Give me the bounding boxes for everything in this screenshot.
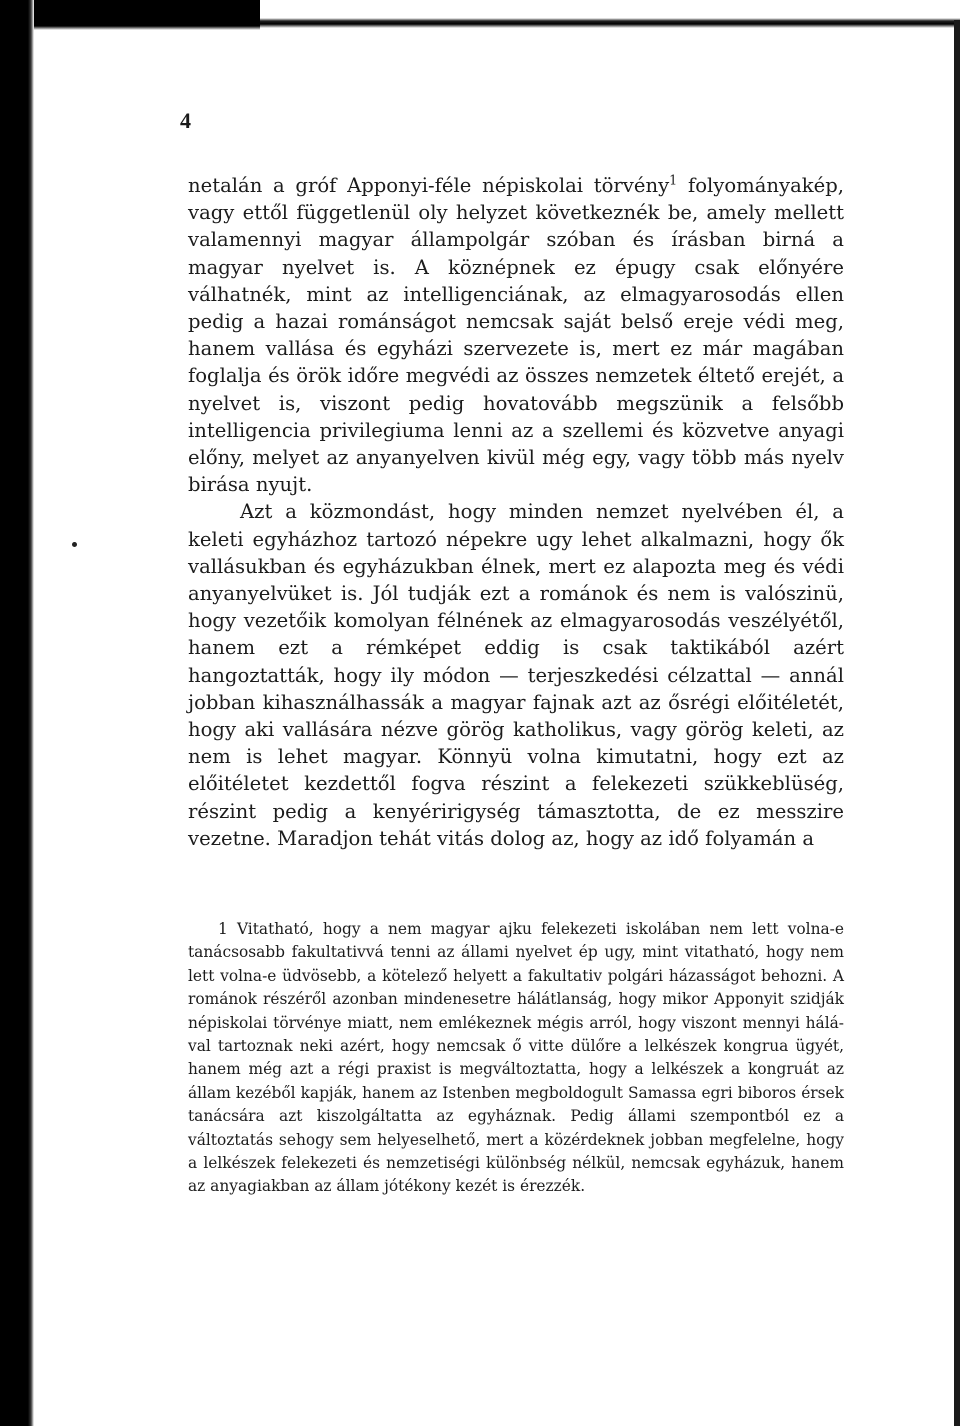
paragraph-1-rest: folyományakép, vagy ettől függetlenül oly helyzet következnék be, amely mellett valamennyi magyar állampolgár szóban és írásban birná a magyar nyelvet is. A köznépnek ez épugy csak előnyére válhatnék, mint az intelligenciának, az elmagyarosodás ellen pedig a hazai románságot nemcsak saját belső ereje védi meg, hanem vallása és egyházi szervezete is, mert ez már magában foglalja és örök időre megvédi az összes nemzetek éltető erejét, a nyelvet is, viszont pedig hovatovább megszünik a felsőbb intelligencia privilegiuma lenni az a szellemi és közvetve anyagi előny, melyet az anyanyelven kivül még egy, vagy több más nyelv birása nyujt. (188, 174, 844, 497)
footnote-paragraph (188, 918, 844, 1199)
margin-dot (72, 542, 77, 547)
paragraph-1-start: netalán a gróf Apponyi-féle népiskolai törvény (188, 174, 670, 197)
footnote-body: Vitatható, hogy a nem magyar ajku felekezeti iskolában nem lett volna-e tanácsosabb fakultativvá tenni az állami nyelvet ép ugy, mint vitatható, hogy nem lett volna-e üdvösebb, a kötelező helyett a fakultativ polgári házasságot behozni. A románok részéről azonban mindenesetre hálátlanság, hogy mikor Apponyit szidják népiskolai törvénye miatt, nem emlékeznek mégis arról, hogy viszont mennyi hálával tartoznak neki azért, hogy nemcsak ő vitte dülőre a lelkészek kongrua ügyét, hanem még azt a régi praxist is megváltoztatta, hogy a lelkészek a kongruát az állam kezéből kapják, hanem az Istenben megboldogult Samassa egri biboros érsek tanácsára azt kiszolgáltatta az egyháznak. Pedig állami szempontból ez a változtatás sehogy sem helyeselhető, mert a közérdeknek jobban megfelelne, hogy a lelkészek felekezeti és nemzetiségi különbség nélkül, nemcsak egyházuk, hanem az anyagiakban az állam jótékony kezét is érezzék. (188, 920, 844, 1196)
scan-top-left-shadow (0, 0, 260, 30)
paragraph-1 (188, 172, 844, 498)
scan-right-edge (954, 20, 960, 1426)
scan-left-edge (0, 0, 34, 1426)
page-number: 4 (180, 108, 191, 133)
footnote (188, 918, 844, 1199)
footnote-reference: 1 (669, 173, 678, 189)
body-text (188, 172, 844, 852)
paragraph-2: Azt a közmondást, hogy minden nemzet nyelvében él, a keleti egyházhoz tartozó népekre ugy lehet alkalmazni, hogy ők vallásukban és egyházukban élnek, mert ez alapozta meg és védi anyanyelvüket is. Jól tudják ezt a románok és nem is valószinü, hogy vezetőik komolyan félnének az elmagyarosodás veszélyétől, hanem ezt a rémképet eddig is csak taktikából azért hangoztatták, hogy ily módon — terjeszkedési célzattal — annál jobban kihasználhassák a magyar fajnak azt az ősrégi előitéletét, hogy aki vallására nézve görög katholikus, vagy görög keleti, az nem is lehet magyar. Könnyü volna kimutatni, hogy ezt az előitéletet kezdettől fogva részint a felekezeti szükkeblüség, részint pedig a kenyéririgység támasztotta, de ez messzire vezetne. Maradjon tehát vitás dolog az, hogy az idő folyamán a (188, 500, 844, 850)
footnote-marker: 1 (218, 920, 228, 938)
